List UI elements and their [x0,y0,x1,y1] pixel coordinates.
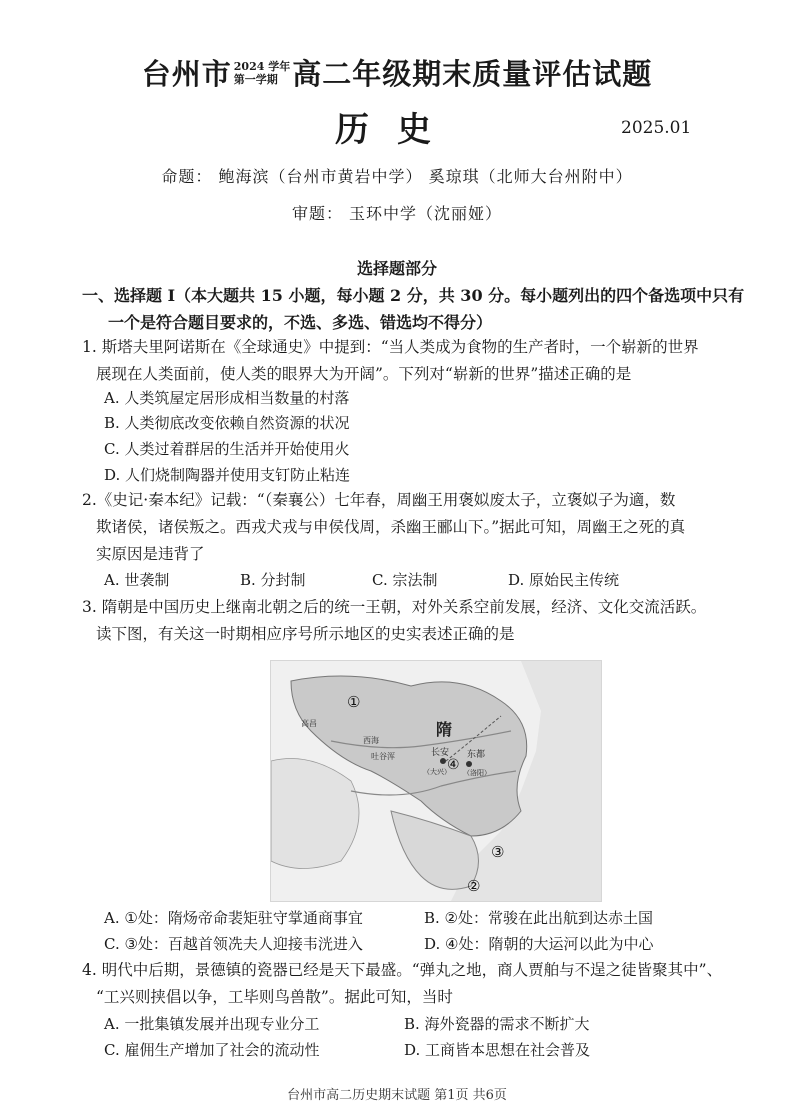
question-2-option-b: B. 分封制 [240,571,306,589]
question-4-option-d: D. 工商皆本思想在社会普及 [404,1041,591,1059]
changan-marker [440,758,446,764]
map-label-dongdu: 东都 [467,749,486,759]
question-3-line1: 3. 隋朝是中国历史上继南北朝之后的统一王朝，对外关系空前发展，经济、文化交流活跃。 [82,598,707,616]
part-heading-line2: 一个是符合题目要求的，不选、多选、错选均不得分） [108,313,493,332]
question-4-option-a: A. 一批集镇发展并出现专业分工 [104,1015,320,1033]
question-4-line2: “工兴则挟倡以争，工毕则鸟兽散”。据此可知，当时 [96,988,453,1006]
question-3-line2: 读下图，有关这一时期相应序号所示地区的史实表述正确的是 [96,625,515,643]
city-name: 台州市 [141,57,232,91]
map-label-daxing: （大兴） [423,769,451,776]
map-label-changan: 长安 [431,747,450,757]
question-3-stem [82,594,754,648]
sui-dynasty-map [270,660,602,902]
question-1-option-a: A. 人类筑屋定居形成相当数量的村落 [104,389,350,407]
question-2-option-a: A. 世袭制 [104,571,170,589]
question-3-option-b: B. ②处：常骏在此出航到达赤土国 [424,909,654,927]
question-2-stem [82,487,754,568]
section-title: 选择题部分 [356,259,437,278]
question-4-stem [82,957,754,1011]
exam-title: 高二年级期末质量评估试题 [292,57,653,91]
question-2-option-d: D. 原始民主传统 [508,571,620,589]
question-2-line3: 实原因是违背了 [96,545,205,563]
map-label-tuyuhun: 吐谷浑 [371,752,395,761]
map-graphic [271,661,601,901]
question-1-line1: 1. 斯塔夫里阿诺斯在《全球通史》中提到：“当人类成为食物的生产者时，一个崭新的世界 [82,338,699,356]
question-1-line2: 展现在人类面前，使人类的眼界大为开阔”。下列对“崭新的世界”描述正确的是 [96,365,632,383]
question-1-option-b: B. 人类彻底改变依赖自然资源的状况 [104,414,350,432]
exam-date: 2025.01 [621,118,692,138]
authors-line: 命题： 鲍海滨（台州市黄岩中学） 奚琼琪（北师大台州附中） [161,167,633,186]
reviewer-line: 审题： 玉环中学（沈丽娅） [291,204,503,223]
page-footer: 台州市高二历史期末试题 第1页 共6页 [287,1088,507,1103]
part-heading-line1: 一、选择题 I（本大题共 15 小题，每小题 2 分，共 30 分。每小题列出的四个备选项中只有 [82,286,745,305]
semester: 第一学期 [233,72,278,86]
question-3-option-c: C. ③处：百越首领冼夫人迎接韦洸进入 [104,935,363,953]
map-marker-1: ① [347,693,361,711]
dongdu-marker [466,761,472,767]
map-label-gaochang: 高昌 [301,719,317,728]
school-year: 2024 学年 [233,59,291,73]
question-3-option-a: A. ①处：隋炀帝命裴矩驻守掌通商事宜 [104,909,363,927]
exam-title-row [0,52,794,93]
question-2-option-c: C. 宗法制 [372,571,438,589]
subject-title: 历史 [335,110,459,150]
question-3-option-d: D. ④处：隋朝的大运河以此为中心 [424,935,654,953]
map-label-sui: 隋 [436,722,453,739]
map-label-xihai: 西海 [363,736,379,745]
question-1-option-c: C. 人类过着群居的生活并开始使用火 [104,440,350,458]
question-4-option-b: B. 海外瓷器的需求不断扩大 [404,1015,590,1033]
map-marker-3: ③ [491,843,505,861]
question-1-option-d: D. 人们烧制陶器并使用支钉防止粘连 [104,466,351,484]
question-1-stem [82,334,754,388]
question-2-line1: 2.《史记·秦本纪》记载：“（秦襄公）七年春，周幽王用褒姒废太子，立褒姒子为適，数 [82,491,676,509]
question-4-option-c: C. 雇佣生产增加了社会的流动性 [104,1041,320,1059]
map-marker-2: ② [467,877,481,895]
school-year-stack [234,60,290,86]
part-heading [82,282,754,336]
map-label-luoyang: （洛阳） [463,770,491,777]
question-2-line2: 欺诸侯，诸侯叛之。西戎犬戎与申侯伐周，杀幽王郦山下。”据此可知，周幽王之死的真 [96,518,686,536]
question-4-line1: 4. 明代中后期，景德镇的瓷器已经是天下最盛。“弹丸之地，商人贾舶与不逞之徒皆聚其中”、 [82,961,723,979]
map-marker-4: ④ [447,757,460,773]
